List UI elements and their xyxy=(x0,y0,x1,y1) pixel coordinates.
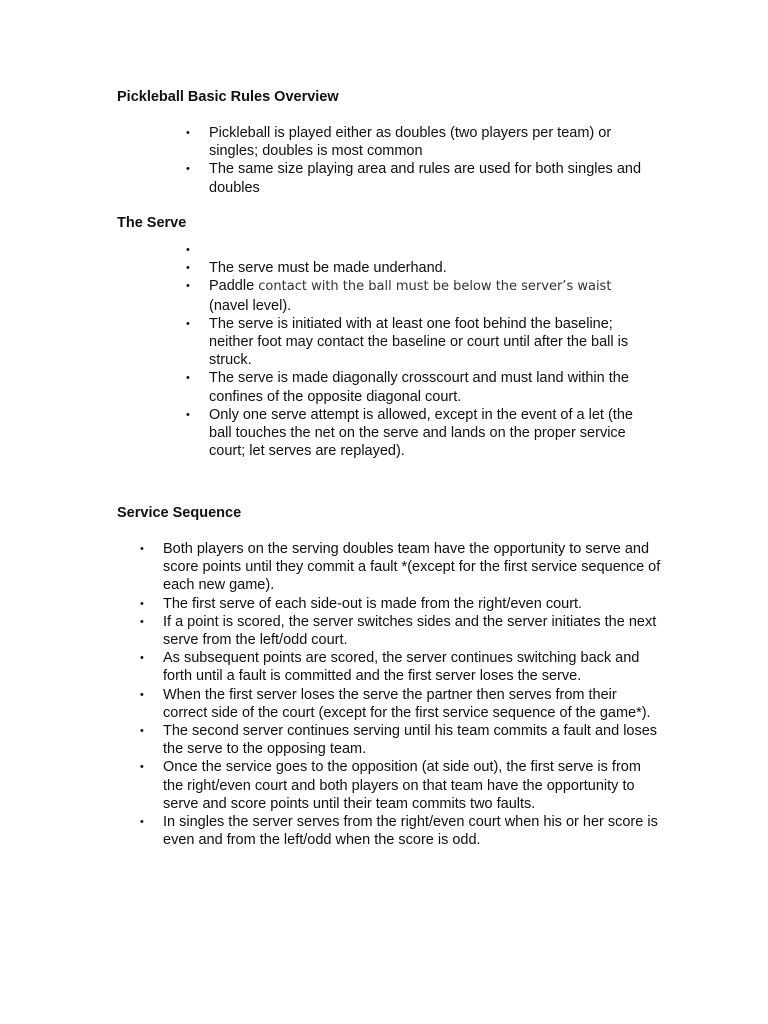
list-item: • Pickleball is played either as doubles (two players per team) or singles; doubles is most common xyxy=(209,124,659,160)
page-title: Pickleball Basic Rules Overview xyxy=(117,89,339,105)
list-item xyxy=(209,277,659,314)
list-item: • When the first server loses the serve the partner then serves from their correct side of the court (except for the first service sequence of the game*). xyxy=(163,686,663,722)
serve-list xyxy=(209,241,659,460)
list-item-empty xyxy=(209,241,659,259)
serve-heading: The Serve xyxy=(117,215,187,231)
overview-list xyxy=(209,124,659,197)
list-item: • Both players on the serving doubles team have the opportunity to serve and score points until they commit a fault *(except for the first service sequence of each new game). xyxy=(163,540,663,595)
list-item: • The serve is initiated with at least one foot behind the baseline; neither foot may contact the baseline or court until after the ball is struck. xyxy=(209,315,659,370)
paddle-suffix: (navel level). xyxy=(209,297,292,314)
list-item: • The same size playing area and rules are used for both singles and doubles xyxy=(209,160,659,196)
list-item: • Only one serve attempt is allowed, except in the event of a let (the ball touches the net on the serve and lands on the proper service court; let serves are replayed). xyxy=(209,406,659,461)
paddle-contact-text: contact with the ball must be below the server’s waist xyxy=(254,279,612,295)
service-sequence-list xyxy=(163,540,663,849)
list-item: • The serve must be made underhand. xyxy=(209,259,659,277)
list-item: • As subsequent points are scored, the server continues switching back and forth until a fault is committed and the first server loses the serve. xyxy=(163,649,663,685)
list-item: • Once the service goes to the opposition (at side out), the first serve is from the right/even court and both players on that team have the opportunity to serve and score points until their team commits two faults. xyxy=(163,758,663,813)
list-item: • In singles the server serves from the right/even court when his or her score is even and from the left/odd when the score is odd. xyxy=(163,813,663,849)
list-item: • If a point is scored, the server switches sides and the server initiates the next serve from the left/odd court. xyxy=(163,613,663,649)
list-item: • The serve is made diagonally crosscourt and must land within the confines of the opposite diagonal court. xyxy=(209,369,659,405)
paddle-prefix: Paddle xyxy=(209,278,255,295)
service-sequence-heading: Service Sequence xyxy=(117,505,242,521)
list-item: • The first serve of each side-out is made from the right/even court. xyxy=(163,595,663,613)
list-item: • The second server continues serving until his team commits a fault and loses the serve to the opposing team. xyxy=(163,722,663,758)
